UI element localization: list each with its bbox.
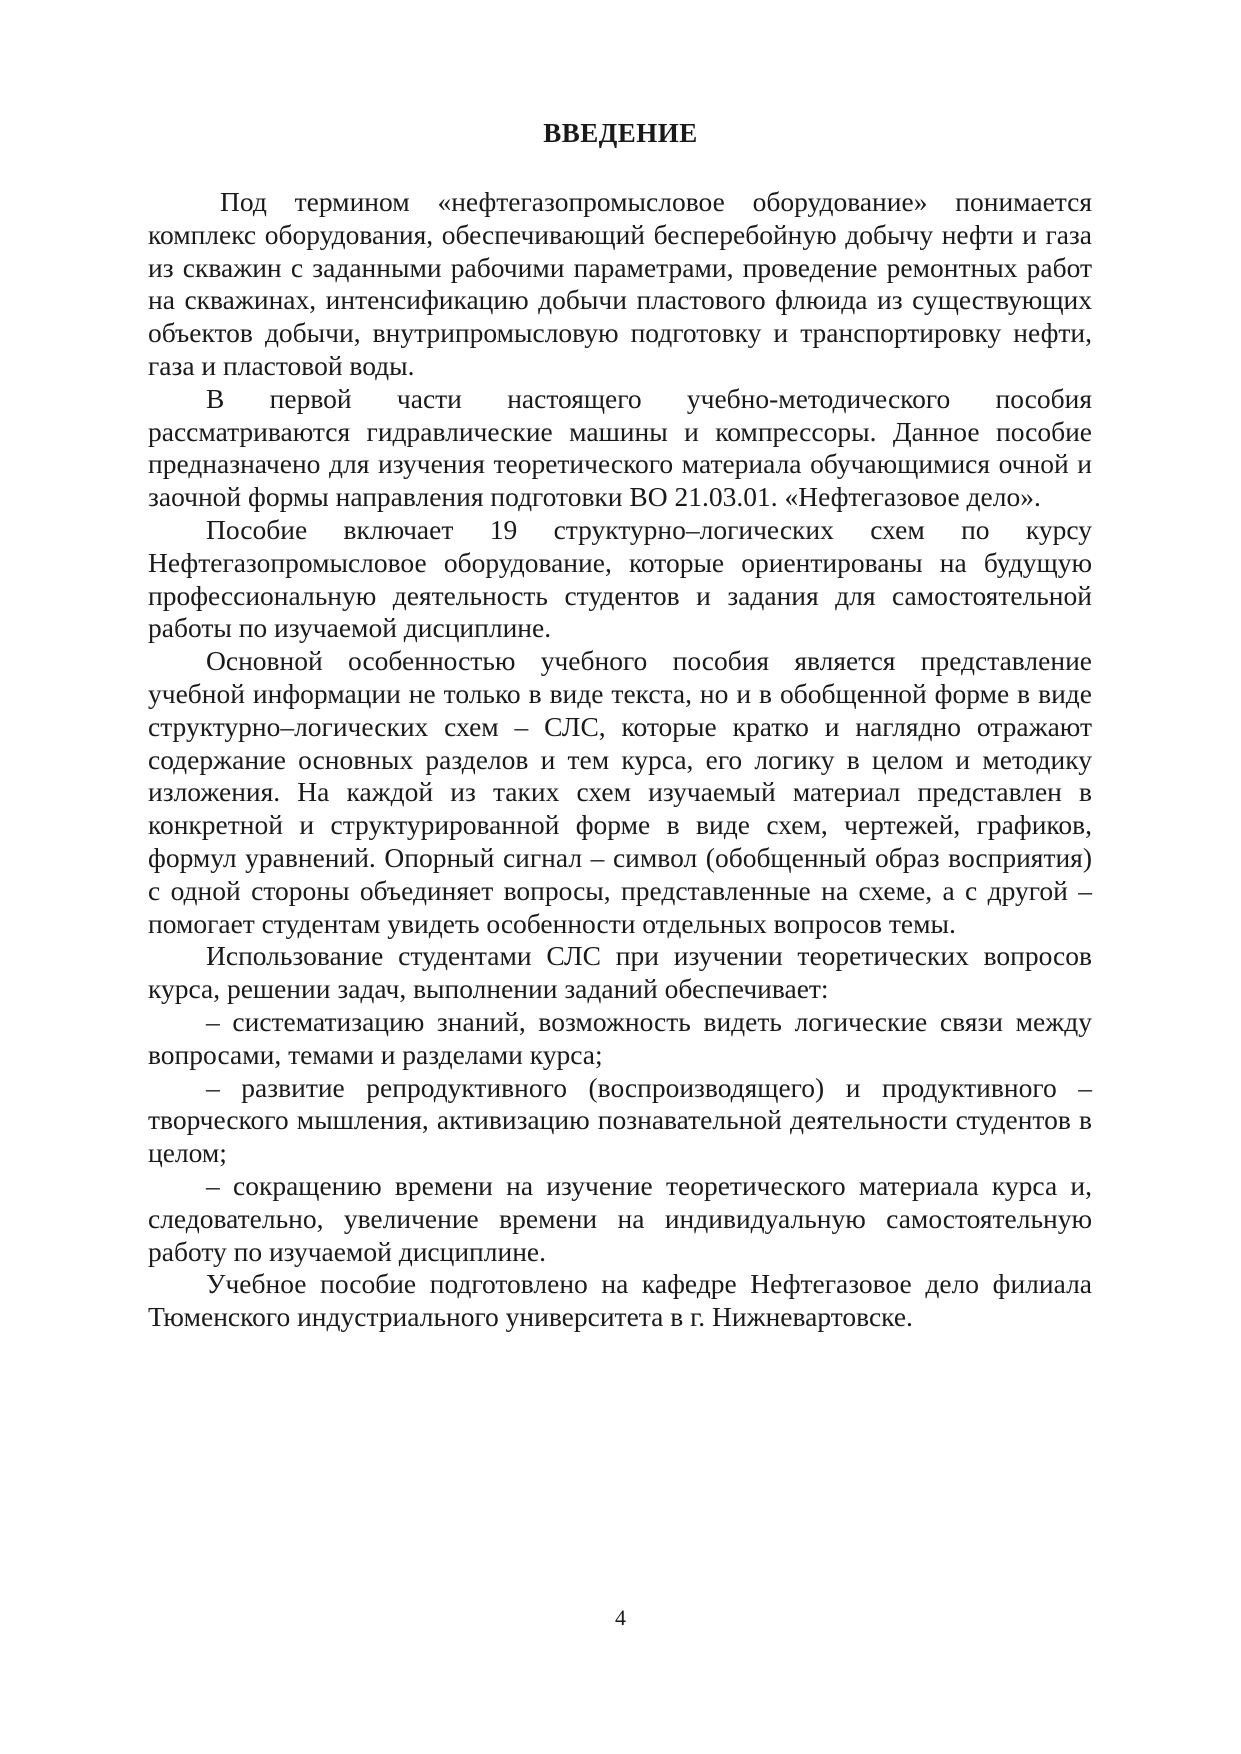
paragraph-definition: Под термином «нефтегазопромысловое оборудование» понимается комплекс оборудования, обеспечивающий бесперебойную добычу нефти и газа из скважин с заданными рабочими параметрами, проведение ремонтных работ на скважинах, интенсификацию добычи пластового флюида из существующих объектов добычи, внутрипромысловую подготовку и транспортировку нефти, газа и пластовой воды.	[148, 186, 1092, 381]
page-title: ВВЕДЕНИЕ	[543, 118, 698, 148]
list-item: – развитие репродуктивного (воспроизводящего) и продуктивного – творческого мышления, активизацию познавательной деятельности студентов в целом;	[148, 1071, 1092, 1169]
paragraph-department: Учебное пособие подготовлено на кафедре Нефтегазовое дело филиала Тюменского индустриального университета в г. Нижневартовске.	[148, 1268, 1092, 1333]
paragraph-scope: В первой части настоящего учебно-методического пособия рассматриваются гидравлические машины и компрессоры. Данное пособие предназначено для изучения теоретического материала обучающимися очной и заочной формы направления подготовки ВО 21.03.01. «Нефтегазовое дело».	[148, 382, 1092, 513]
paragraph-features: Основной особенностью учебного пособия является представление учебной информации не только в виде текста, но и в обобщенной форме в виде структурно–логических схем – СЛС, которые кратко и наглядно отражают содержание основных разделов и тем курса, его логику в целом и методику изложения. На каждой из таких схем изучаемый материал представлен в конкретной и структурированной форме в виде схем, чертежей, графиков, формул уравнений. Опорный сигнал – символ (обобщенный образ восприятия) с одной стороны объединяет вопросы, представленные на схеме, а с другой – помогает студентам увидеть особенности отдельных вопросов темы.	[148, 645, 1092, 939]
paragraph-usage: Использование студентами СЛС при изучении теоретических вопросов курса, решении задач, выполнении заданий обеспечивает:	[148, 940, 1092, 1005]
page-number: 4	[615, 1605, 626, 1630]
body-text	[148, 186, 1092, 1334]
list-item: – систематизацию знаний, возможность видеть логические связи между вопросами, темами и разделами курса;	[148, 1005, 1092, 1070]
list-item: – сокращению времени на изучение теоретического материала курса и, следовательно, увеличение времени на индивидуальную самостоятельную работу по изучаемой дисциплине.	[148, 1169, 1092, 1267]
paragraph-contents: Пособие включает 19 структурно–логических схем по курсу Нефтегазопромысловое оборудование, которые ориентированы на будущую профессиональную деятельность студентов и задания для самостоятельной работы по изучаемой дисциплине.	[148, 513, 1092, 644]
